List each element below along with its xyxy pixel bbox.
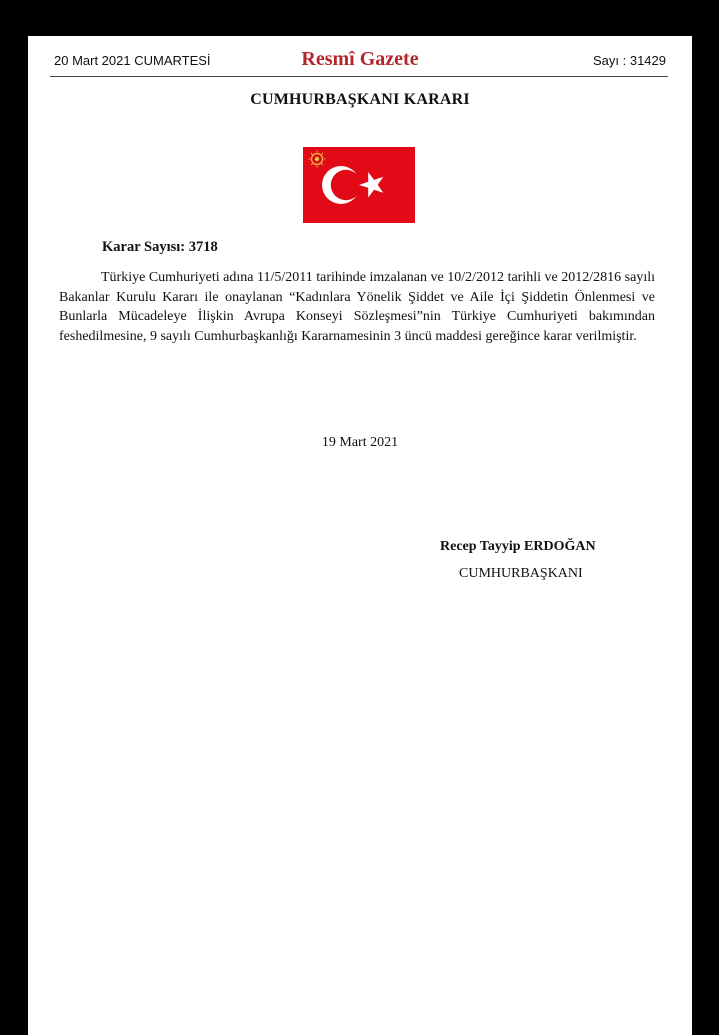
turkish-flag-icon (303, 147, 415, 223)
presidential-seal-icon (309, 151, 326, 168)
signer-title: CUMHURBAŞKANI (459, 566, 583, 581)
decision-body: Türkiye Cumhuriyeti adına 11/5/2011 tarihinde imzalanan ve 10/2/2012 tarihli ve 2012/2816 sayılı Bakanlar Kurulu Kararı ile onaylanan “Kadınlara Yönelik Şiddet ve Aile İçi Şiddetin Önlenmesi ve Bunlarla Mücadeleye İlişkin Avrupa Konseyi Sözleşmesi”nin Türkiye Cumhuriyeti bakımından feshedilmesine, 9 sayılı Cumhurbaşkanlığı Kararnamesinin 3 üncü maddesi gereğince karar verilmiştir. (59, 270, 655, 344)
header-date: 20 Mart 2021 CUMARTESİ (54, 53, 211, 68)
signer-name: Recep Tayyip ERDOĞAN (440, 539, 596, 554)
decision-number: Karar Sayısı: 3718 (102, 239, 218, 255)
gazette-title: Resmî Gazete (301, 48, 419, 70)
header-divider (50, 76, 668, 77)
signature-date: 19 Mart 2021 (321, 435, 399, 450)
document-heading: CUMHURBAŞKANI KARARI (250, 91, 470, 108)
issue-number: Sayı : 31429 (593, 53, 666, 68)
gazette-page (28, 36, 692, 1035)
